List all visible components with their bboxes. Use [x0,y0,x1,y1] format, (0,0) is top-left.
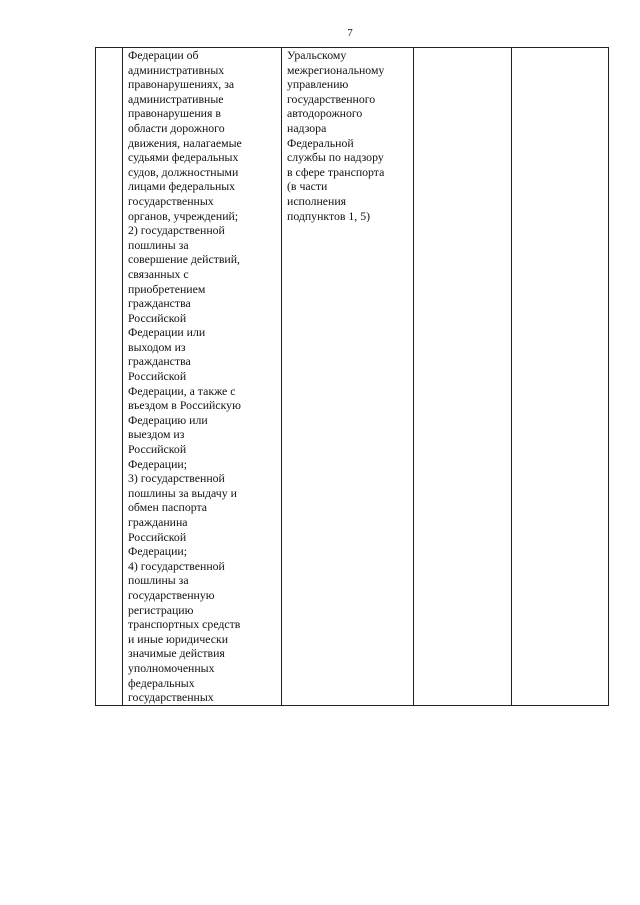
table-cell-code [414,48,512,706]
revenue-description-text: Федерации об административных правонарушениях, за административные правонарушения в области дорожного движения, налагаемые судьями федеральных судов, должностными лицами федеральных государственных органов, учреждений; 2) государственной пошлины за совершение действий, связанных с приобретением гражданства Российской Федерации или выходом из гражданства Российской Федерации, а также с въездом в Российскую Федерацию или выездом из Российской Федерации; 3) государственной пошлины за выдачу и обмен паспорта гражданина Российской Федерации; 4) государственной пошлины за государственную регистрацию транспортных средств и иные юридически значимые действия уполномоченных федеральных государственных [128,48,242,705]
authority-text: Уральскому межрегиональному управлению государственного автодорожного надзора Федеральной службы по надзору в сфере транспорта (в части исполнения подпунктов 1, 5) [287,48,385,223]
table-cell-number [96,48,123,706]
table-cell-revenue-description [123,48,282,706]
page-number: 7 [347,27,353,39]
document-table [95,47,609,706]
table-cell-authority [282,48,414,706]
table-row [96,48,609,706]
table-cell-extra [512,48,609,706]
